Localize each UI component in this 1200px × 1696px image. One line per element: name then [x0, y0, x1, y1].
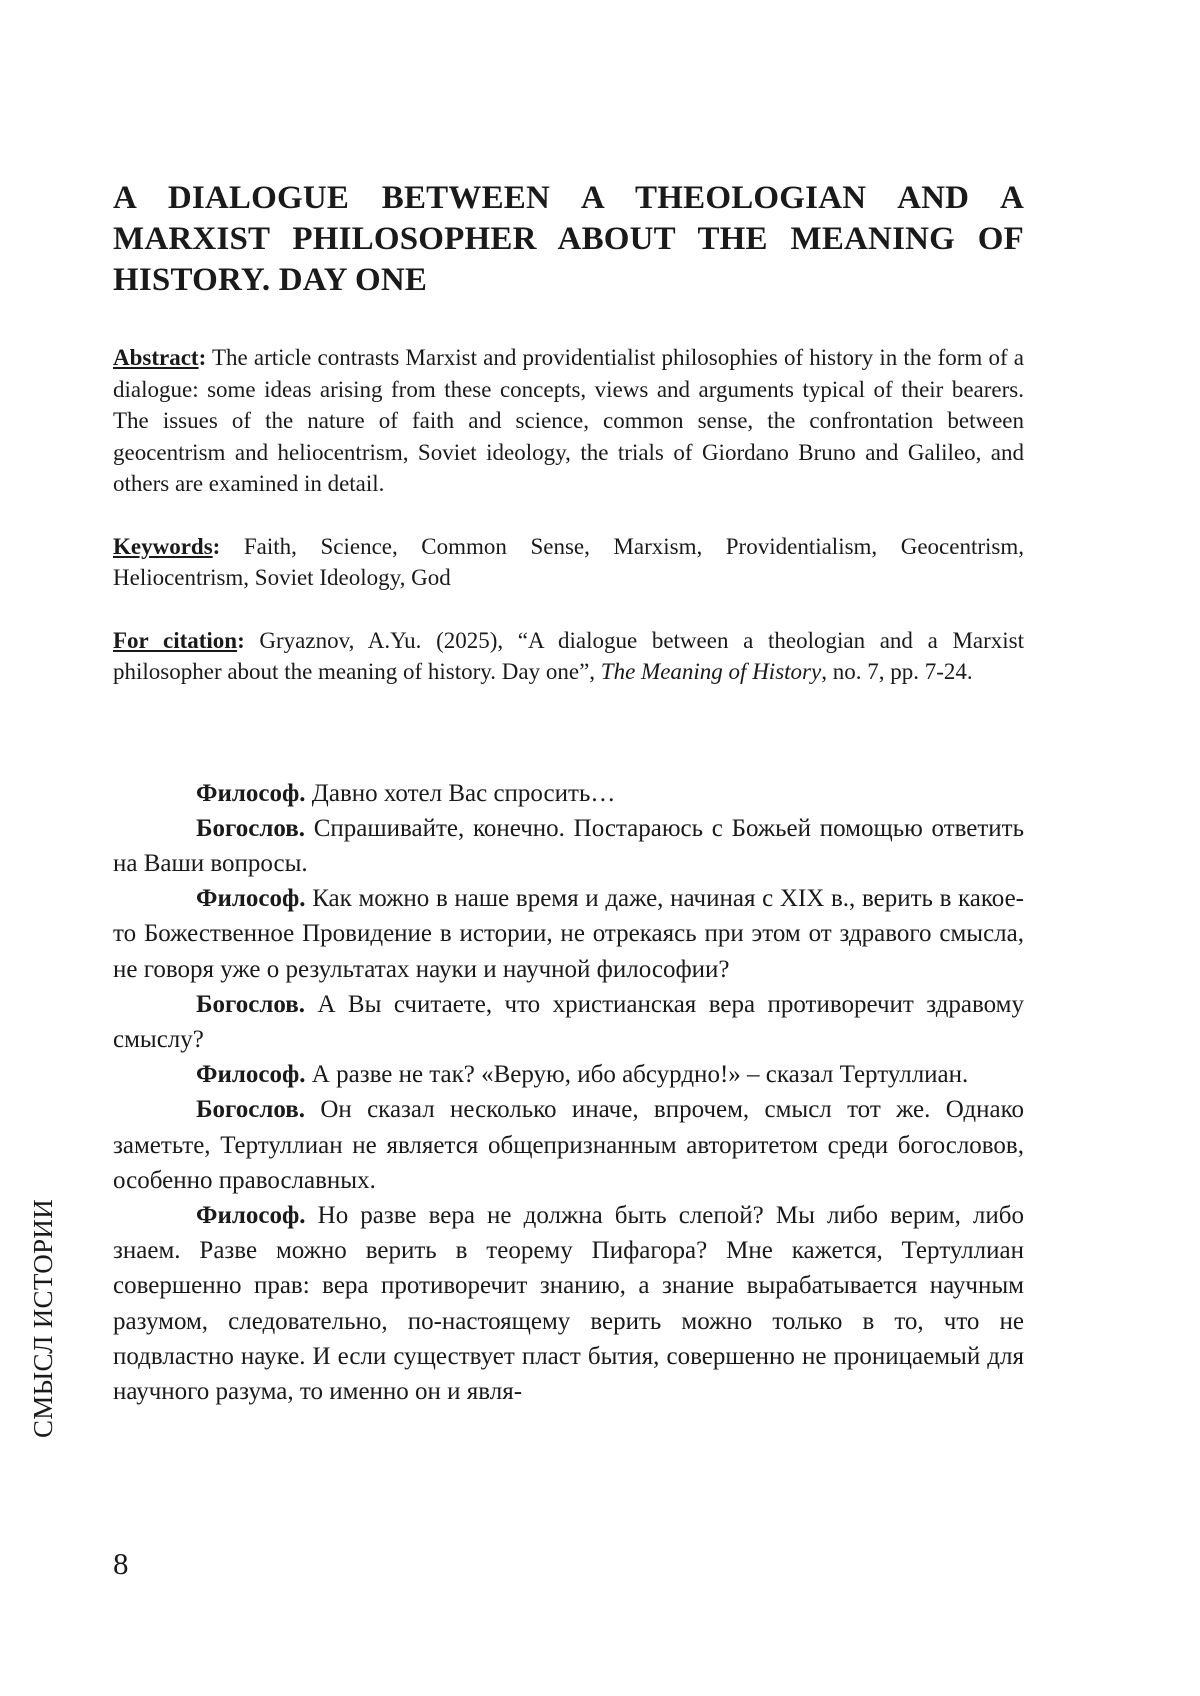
keywords-label: Keywords — [113, 533, 213, 559]
dialogue-paragraph — [113, 881, 1024, 987]
dialogue-paragraph — [113, 1092, 1024, 1198]
dialogue-text: Спрашивайте, конечно. Постараюсь с Божьей помощью ответить на Ваши вопросы. — [113, 814, 1024, 877]
abstract-text: The article contrasts Marxist and providentialist philosophies of history in the form of a dialogue: some ideas arising from these concepts, views and arguments typical of their bearers. The issues of the nature of faith and science, common sense, the confrontation between geocentrism and heliocentrism, Soviet ideology, the trials of Giordano Bruno and Galileo, and others are examined in detail. — [113, 345, 1024, 496]
page-number: 8 — [113, 1546, 129, 1581]
citation-label: For citation — [113, 627, 238, 653]
citation-paragraph — [113, 625, 1024, 688]
citation-colon: : — [237, 627, 245, 653]
dialogue-text: А разве не так? «Верую, ибо абсурдно!» – сказал Тертуллиан. — [305, 1061, 969, 1089]
keywords-colon: : — [212, 533, 221, 559]
dialogue-text: Но разве вера не должна быть слепой? Мы либо верим, либо знаем. Разве можно верить в теорему Пифагора? Мне кажется, Тертуллиан совершенно прав: вера противоречит знанию, а знание вырабатывается научным разумом, следовательно, по-настоящему верить можно только в то, что не подвластно науке. И если существует пласт бытия, совершенно не проницаемый для научного разума, то именно он и явля- — [113, 1201, 1024, 1405]
dialogue-paragraph — [113, 987, 1024, 1057]
speaker-name: Богослов. — [196, 990, 306, 1018]
keywords-text: Faith, Science, Common Sense, Marxism, Providentialism, Geocentrism, Heliocentrism, Soviet Ideology, God — [113, 533, 1024, 590]
keywords-paragraph — [113, 531, 1024, 594]
dialogue-paragraph — [113, 811, 1024, 881]
dialogue-body — [113, 776, 1024, 1410]
article-title: A DIALOGUE BETWEEN A THEOLOGIAN AND A MARXIST PHILOSOPHER ABOUT THE MEANING OF HISTORY. DAY ONE — [113, 180, 1024, 298]
page-content — [113, 178, 1024, 1409]
speaker-name: Философ. — [196, 1201, 306, 1229]
speaker-name: Философ. — [196, 885, 306, 913]
dialogue-text: Давно хотел Вас спросить… — [305, 779, 616, 807]
dialogue-paragraph — [113, 1057, 1024, 1092]
dialogue-text: Он сказал несколько иначе, впрочем, смысл тот же. Однако заметьте, Тертуллиан не является общепризнанным авторитетом среди богословов, особенно православных. — [113, 1096, 1024, 1194]
dialogue-text: А Вы считаете, что христианская вера противоречит здравому смыслу? — [113, 990, 1024, 1053]
citation-text-before: Gryaznov, A.Yu. (2025), “A dialogue between a theologian and a Marxist philosopher about the meaning of history. Day one”, — [113, 627, 1024, 684]
dialogue-paragraph — [113, 1198, 1024, 1409]
running-title: СМЫСЛ ИСТОРИИ — [28, 1198, 58, 1438]
speaker-name: Философ. — [196, 1061, 306, 1089]
speaker-name: Богослов. — [196, 814, 306, 842]
citation-text-after: , no. 7, pp. 7-24. — [821, 659, 973, 684]
citation-journal: The Meaning of History — [600, 659, 822, 684]
abstract-label: Abstract — [113, 345, 199, 370]
speaker-name: Богослов. — [196, 1096, 306, 1124]
abstract-colon: : — [198, 345, 207, 370]
dialogue-text: Как можно в наше время и даже, начиная с XIX в., верить в какое-то Божественное Провидение в истории, не отрекаясь при этом от здравого смысла, не говоря уже о результатах науки и научной философии? — [113, 885, 1024, 983]
dialogue-paragraph — [113, 776, 1024, 811]
abstract-paragraph — [113, 342, 1024, 500]
speaker-name: Философ. — [196, 779, 306, 807]
